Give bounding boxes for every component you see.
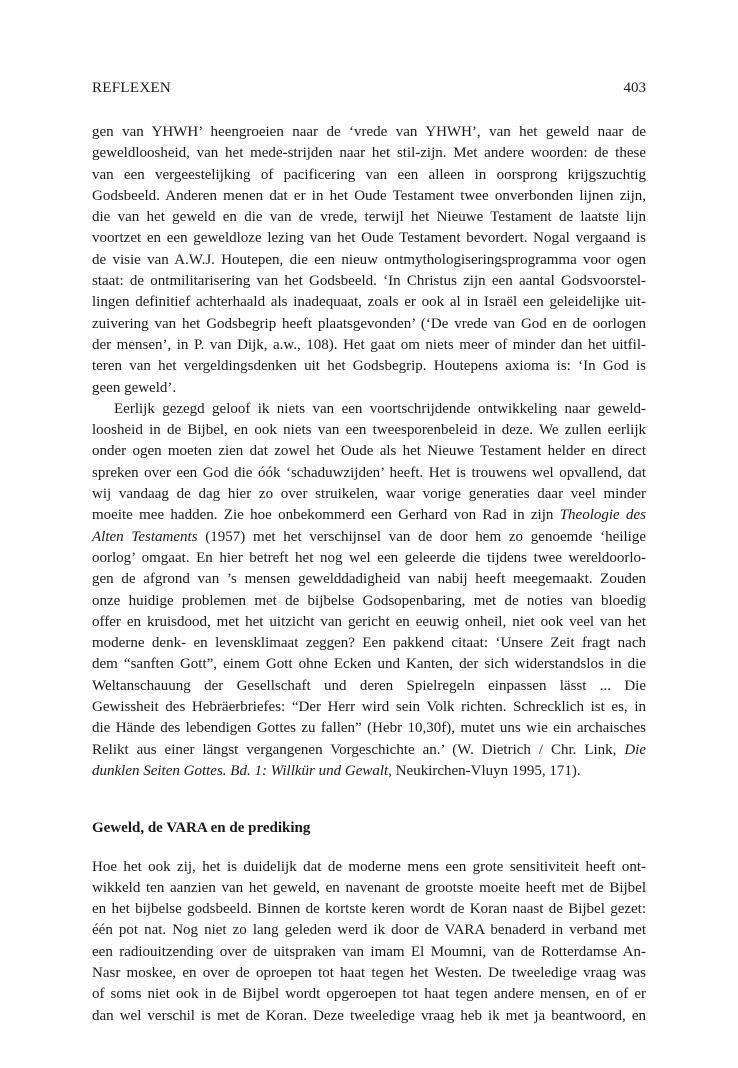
text-line: Eerlijk gezegd geloof ik niets van een voortschrijdende ontwikkeling naar geweld-	[114, 400, 646, 417]
paragraph-2	[92, 399, 646, 782]
text-segment: moeite mee hadden. Zie hoe onbekommerd een Gerhard von Rad in zijn	[92, 507, 554, 524]
text-line: een radiouitzending over de uitspraken van imam El Moumni, van de Rotterdamse An-	[92, 943, 646, 960]
section-heading: Geweld, de VARA en de prediking	[92, 820, 311, 837]
text-line: geen geweld’.	[92, 379, 177, 396]
text-line: Weltanschauung der Gesellschaft und deren Spielregeln einpassen lässt ... Die	[92, 677, 646, 694]
text-line: loosheid in de Bijbel, en ook niets van een tweesporenbeleid in deze. We zullen eerlijk	[92, 422, 646, 439]
text-line: teren van het vergeldingsdenken uit het Godsbegrip. Houtepens axioma is: ‘In God is	[92, 358, 646, 375]
heading-spacer	[92, 840, 646, 857]
paragraph-1	[92, 122, 646, 399]
text-segment: (1957) met het verschijnsel van de door hem zo genoemde ‘heilige	[197, 528, 646, 545]
text-line	[92, 761, 646, 782]
text-line: van een vergeestelijking of pacificering van een alleen in oorsprong krijgszuchtig	[92, 166, 646, 183]
text-line: Godsbeeld. Anderen menen dat er in het Oude Testament twee onverbonden lijnen zijn,	[92, 187, 646, 204]
body-text	[92, 122, 646, 1027]
text-line: die Hände des lebendigen Gottes zu fallen” (Hebr 10,30f), mutet uns wie ein archaisches	[92, 720, 646, 737]
text-line: moderne denk- en levensklimaat zeggen? Een pakkend citaat: ‘Unsere Zeit fragt nach	[92, 635, 646, 652]
text-line: spreken over een God die óók ‘schaduwzijden’ heeft. Het is trouwens wel opvallend, dat	[92, 464, 646, 481]
text-line: gen de afgrond van ’s mensen gewelddadigheid van nabij heeft meegemaakt. Zouden	[92, 571, 646, 588]
book-title: Die	[624, 741, 647, 758]
text-line	[92, 740, 646, 761]
text-line: één pot nat. Nog niet zo lang geleden werd ik door de VARA benaderd in verband met	[92, 922, 646, 939]
book-title: Alten Testaments	[92, 528, 198, 545]
text-line: onze huidige problemen met de bijbelse Godsopenbaring, met de noties van bloedig	[92, 592, 646, 609]
text-line: dan wel verschil is met de Koran. Deze tweeledige vraag heb ik met ja beantwoord, en	[92, 1007, 646, 1024]
text-line: en het bijbelse godsbeeld. Binnen de kortste keren wordt de Koran naast de Bijbel gezet:	[92, 901, 646, 918]
text-line: der mensen’, in P. van Dijk, a.w., 108). Het gaat om niets meer of minder dan het uitfil-	[92, 336, 646, 353]
text-line: Nasr moskee, en over de oproepen tot haat tegen het Westen. De tweeledige vraag was	[92, 964, 646, 981]
text-line: wij vandaag de dag hier zo over struikelen, waar vorige generaties daar veel minder	[92, 486, 646, 503]
text-line: lingen definitief achterhaald als inadequaat, zoals er ook al in Israël een geleidelijke uit-	[92, 294, 646, 311]
text-line: voortzet en een geweldloze lezing van het Oude Testament bevordert. Nogal vergaand is	[92, 230, 646, 247]
page-number: 403	[623, 80, 646, 96]
text-line: Gewissheit des Hebräerbriefes: “Der Herr wird sein Volk richten. Schrecklich ist es, in	[92, 699, 646, 716]
text-line: offer en kruisdood, met het uitzicht van gericht en eeuwig onheil, niet ook veel van het	[92, 613, 646, 630]
paragraph-3	[92, 857, 646, 1027]
text-line: Hoe het ook zij, het is duidelijk dat de moderne mens een grote sensitiviteit heeft ont-	[92, 858, 646, 875]
text-segment: , Neukirchen-Vluyn 1995, 171).	[388, 762, 581, 779]
book-title: Theologie des	[559, 507, 646, 524]
text-line: staat: de ontmilitarisering van het Godsbeeld. ‘In Christus zijn een aantal Godsvoorstel-	[92, 273, 646, 290]
book-title: dunklen Seiten Gottes. Bd. 1: Willkür und Gewalt	[92, 762, 389, 779]
section-spacer	[92, 782, 646, 818]
text-line: geweldloosheid, van het mede-strijden naar het stil-zijn. Met andere woorden: de these	[92, 145, 646, 162]
text-line	[92, 505, 646, 526]
text-line	[92, 527, 646, 548]
text-line: dem “sanften Gott”, einem Gott ohne Ecken und Kanten, der sich widerstandslos in die	[92, 656, 646, 673]
text-line: zuivering van het Godsbegrip heeft plaatsgevonden’ (‘De vrede van God en de oorlogen	[92, 315, 646, 332]
text-line: die van het geweld en die van de vrede, terwijl het Nieuwe Testament de laatste lijn	[92, 209, 646, 226]
text-line: gen van YHWH’ heengroeien naar de ‘vrede van YHWH’, van het geweld naar de	[92, 124, 646, 140]
text-line: wikkeld ten aanzien van het geweld, en navenant de grootste moeite heeft met de Bijbel	[92, 879, 646, 896]
running-title: REFLEXEN	[92, 80, 172, 96]
text-line: of soms niet ook in de Bijbel wordt opgeroepen tot haat tegen andere mensen, en of er	[92, 986, 646, 1003]
text-line: onder ogen moeten zien dat zowel het Oude als het Nieuwe Testament helder en direct	[92, 443, 646, 460]
text-line: de visie van A.W.J. Houtepen, die een nieuw ontmythologiseringsprogramma voor ogen	[92, 251, 646, 268]
text-segment: Relikt aus einer längst vergangenen Vorgeschichte an.’ (W. Dietrich / Chr. Link,	[92, 741, 617, 758]
text-line: oorlog’ omgaat. En hier betreft het nog wel een geleerde die tijdens twee wereldoorlo-	[92, 549, 646, 566]
